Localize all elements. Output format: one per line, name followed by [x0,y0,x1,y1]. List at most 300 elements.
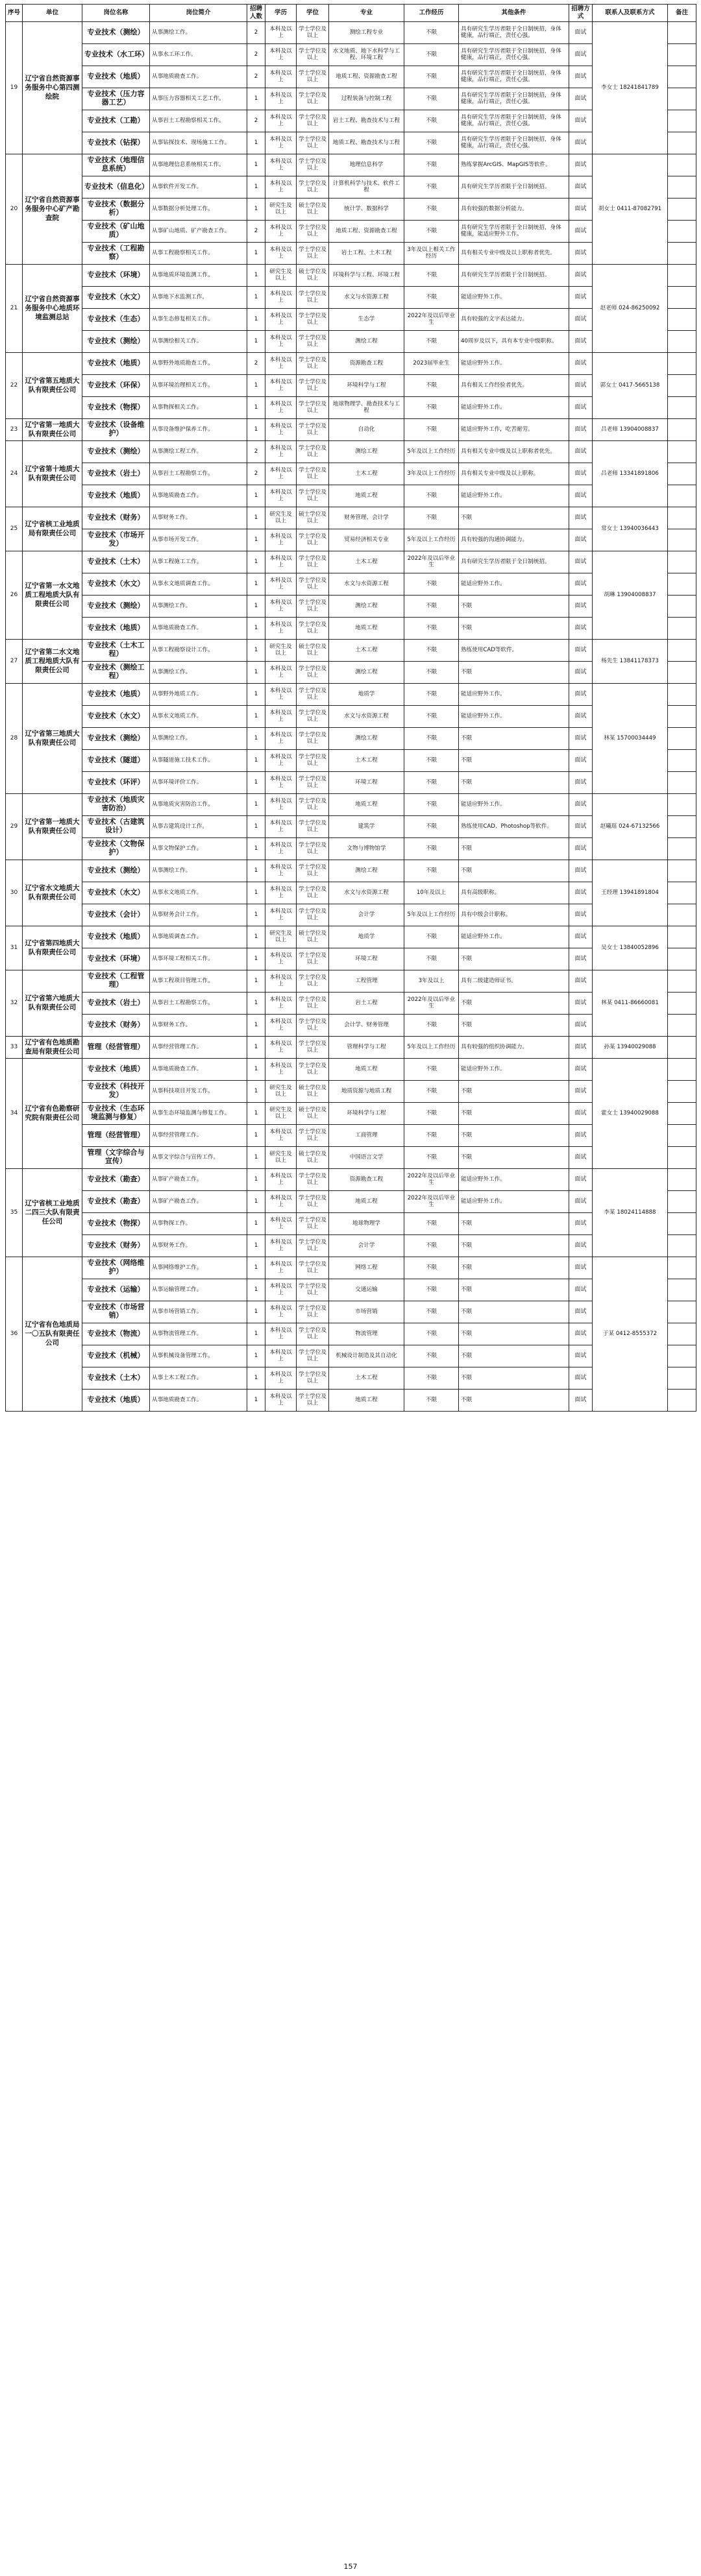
cell-exp: 不限 [404,1146,459,1168]
cell-degree: 学士学位及以上 [297,1058,329,1080]
cell-major: 地质工程、勘查技术与工程 [329,132,404,154]
cell-major: 地质工程 [329,1389,404,1411]
cell-other: 具有二级建造师证书。 [459,970,569,992]
cell-method: 面试 [569,970,593,992]
cell-exp: 不限 [404,418,459,440]
cell-major: 过程装备与控制工程 [329,88,404,110]
cell-note [668,1301,696,1323]
cell-exp: 不限 [404,683,459,705]
cell-unit: 辽宁省第一地质大队有限责任公司 [23,793,82,860]
cell-method: 面试 [569,330,593,352]
cell-contact: 李女士 18241841789 [593,21,668,154]
cell-note [668,330,696,352]
cell-exp: 不限 [404,154,459,176]
cell-other: 不限 [459,860,569,882]
cell-major: 网络工程 [329,1257,404,1279]
cell-other: 不限 [459,1389,569,1411]
cell-other: 具有研究生学历者限于全日制统招，身体健康，品行端正，责任心强。 [459,66,569,88]
cell-seq: 33 [6,1036,23,1058]
cell-contact: 杨先生 13841178373 [593,639,668,683]
header-other: 其他条件 [459,5,569,22]
cell-position: 管理（经营管理） [82,1124,150,1146]
cell-count: 1 [247,1102,265,1124]
cell-intro: 从事水文地质工作。 [150,882,247,904]
table-row [6,352,696,374]
cell-other: 能适应野外工作。 [459,1058,569,1080]
cell-exp: 不限 [404,948,459,970]
cell-degree: 学士学位及以上 [297,948,329,970]
cell-count: 2 [247,352,265,374]
cell-degree: 学士学位及以上 [297,837,329,860]
cell-count: 1 [247,661,265,683]
cell-exp: 不限 [404,88,459,110]
cell-method: 面试 [569,1080,593,1102]
cell-count: 1 [247,1367,265,1389]
cell-degree: 学士学位及以上 [297,1279,329,1301]
cell-note [668,440,696,463]
cell-edu: 研究生及以上 [265,264,297,286]
cell-major: 建筑学 [329,815,404,837]
cell-note [668,683,696,705]
cell-degree: 硕士学位及以上 [297,1102,329,1124]
cell-other: 不限 [459,727,569,749]
cell-other: 具有较强的组织协调能力。 [459,1036,569,1058]
cell-other: 具有较强的沟通协调能力。 [459,529,569,551]
cell-edu: 本科及以上 [265,1301,297,1323]
cell-note [668,661,696,683]
cell-major: 地质学 [329,683,404,705]
cell-major: 市场营销 [329,1301,404,1323]
cell-method: 面试 [569,529,593,551]
cell-intro: 从事岩土工程勘察相关工作。 [150,110,247,132]
cell-intro: 从事测绘工作。 [150,21,247,43]
cell-intro: 从事市场开发工作。 [150,529,247,551]
cell-count: 1 [247,551,265,573]
cell-unit: 辽宁省第五地质大队有限责任公司 [23,352,82,418]
cell-contact: 赵曦瑶 024-67132566 [593,793,668,860]
cell-position: 专业技术（压力容器工艺） [82,88,150,110]
cell-position: 专业技术（测绘） [82,727,150,749]
cell-contact: 吴女士 13840052896 [593,926,668,970]
cell-major: 地质资源与地质工程 [329,1080,404,1102]
cell-method: 面试 [569,463,593,485]
cell-other: 能适应野外工作。 [459,573,569,595]
cell-degree: 学士学位及以上 [297,1168,329,1190]
cell-unit: 辽宁省有色地质局一〇五队有限责任公司 [23,1257,82,1411]
cell-method: 面试 [569,661,593,683]
cell-position: 专业技术（工勘） [82,110,150,132]
cell-count: 1 [247,176,265,198]
cell-position: 专业技术（水文） [82,882,150,904]
cell-note [668,529,696,551]
cell-edu: 本科及以上 [265,418,297,440]
cell-method: 面试 [569,948,593,970]
cell-note [668,1014,696,1036]
cell-major: 交通运输 [329,1279,404,1301]
cell-edu: 本科及以上 [265,551,297,573]
cell-position: 专业技术（环保） [82,374,150,396]
cell-unit: 辽宁省第三地质大队有限责任公司 [23,683,82,793]
cell-count: 1 [247,926,265,948]
cell-other: 能适应野外工作。 [459,705,569,727]
cell-edu: 本科及以上 [265,352,297,374]
cell-degree: 学士学位及以上 [297,771,329,793]
cell-degree: 学士学位及以上 [297,485,329,507]
cell-major: 环境工程 [329,771,404,793]
cell-edu: 本科及以上 [265,66,297,88]
cell-other: 不限 [459,1301,569,1323]
cell-note [668,308,696,330]
cell-position: 管理（经营管理） [82,1036,150,1058]
cell-other: 能适应野外工作。 [459,1190,569,1212]
cell-method: 面试 [569,88,593,110]
recruitment-table [5,4,696,1412]
cell-count: 1 [247,1124,265,1146]
cell-count: 2 [247,440,265,463]
cell-exp: 不限 [404,66,459,88]
cell-degree: 学士学位及以上 [297,43,329,66]
cell-intro: 从事经营管理工作。 [150,1036,247,1058]
cell-degree: 学士学位及以上 [297,88,329,110]
cell-position: 专业技术（信息化） [82,176,150,198]
cell-edu: 本科及以上 [265,440,297,463]
cell-method: 面试 [569,1323,593,1345]
cell-position: 专业技术（钻探） [82,132,150,154]
cell-note [668,970,696,992]
cell-degree: 学士学位及以上 [297,595,329,617]
header-seq: 序号 [6,5,23,22]
cell-seq: 25 [6,507,23,551]
cell-major: 环境科学与工程 [329,1102,404,1124]
cell-method: 面试 [569,176,593,198]
cell-position: 专业技术（地质） [82,926,150,948]
cell-count: 1 [247,617,265,639]
cell-edu: 本科及以上 [265,88,297,110]
cell-edu: 本科及以上 [265,220,297,242]
cell-exp: 不限 [404,330,459,352]
cell-exp: 5年及以上工作经历 [404,529,459,551]
cell-degree: 硕士学位及以上 [297,198,329,220]
cell-edu: 本科及以上 [265,1058,297,1080]
cell-edu: 本科及以上 [265,683,297,705]
cell-edu: 本科及以上 [265,1234,297,1257]
cell-exp: 5年及以上工作经历 [404,440,459,463]
cell-method: 面试 [569,220,593,242]
cell-note [668,1345,696,1367]
cell-exp: 不限 [404,860,459,882]
cell-note [668,154,696,176]
cell-degree: 学士学位及以上 [297,1367,329,1389]
cell-intro: 从事矿产勘查工作。 [150,1168,247,1190]
cell-unit: 辽宁省水文地质大队有限责任公司 [23,860,82,926]
cell-method: 面试 [569,1367,593,1389]
cell-major: 会计学、财务管理 [329,1014,404,1036]
cell-position: 专业技术（地质） [82,1389,150,1411]
cell-position: 专业技术（测绘） [82,21,150,43]
cell-count: 1 [247,1080,265,1102]
cell-major: 测绘工程 [329,595,404,617]
cell-edu: 本科及以上 [265,1124,297,1146]
cell-method: 面试 [569,1102,593,1124]
table-row [6,418,696,440]
cell-count: 1 [247,1212,265,1234]
cell-note [668,837,696,860]
cell-position: 专业技术（地质） [82,485,150,507]
cell-exp: 不限 [404,837,459,860]
cell-count: 1 [247,749,265,771]
cell-edu: 本科及以上 [265,308,297,330]
cell-contact: 林某 0411-86660081 [593,970,668,1036]
cell-intro: 从事环境治理相关工作。 [150,374,247,396]
cell-degree: 学士学位及以上 [297,242,329,264]
cell-method: 面试 [569,771,593,793]
cell-other: 40周岁及以下，具有本专业中级职称。 [459,330,569,352]
cell-method: 面试 [569,418,593,440]
cell-major: 测绘工程 [329,440,404,463]
cell-contact: 林某 15700034449 [593,683,668,793]
cell-unit: 辽宁省核工业地质局有限责任公司 [23,507,82,551]
cell-note [668,617,696,639]
table-row [6,440,696,463]
cell-count: 2 [247,43,265,66]
cell-seq: 28 [6,683,23,793]
cell-major: 管理科学与工程 [329,1036,404,1058]
cell-intro: 从事钻探技术、现场施工工作。 [150,132,247,154]
cell-edu: 本科及以上 [265,485,297,507]
cell-degree: 学士学位及以上 [297,860,329,882]
cell-other: 不限 [459,1080,569,1102]
cell-other: 不限 [459,1323,569,1345]
cell-other: 不限 [459,1124,569,1146]
cell-edu: 研究生及以上 [265,926,297,948]
cell-degree: 学士学位及以上 [297,1014,329,1036]
cell-edu: 本科及以上 [265,132,297,154]
cell-note [668,66,696,88]
cell-position: 专业技术（测绘） [82,595,150,617]
cell-position: 专业技术（机械） [82,1345,150,1367]
cell-method: 面试 [569,198,593,220]
cell-contact: 赵老师 024-86250092 [593,264,668,352]
cell-intro: 从事物探相关工作。 [150,396,247,418]
cell-note [668,1058,696,1080]
cell-major: 工程管理 [329,970,404,992]
table-row [6,1058,696,1080]
cell-edu: 本科及以上 [265,992,297,1014]
table-row [6,1257,696,1279]
cell-exp: 2022年及以后毕业生 [404,992,459,1014]
cell-major: 地质工程 [329,485,404,507]
cell-position: 专业技术（生态环境监测与修复） [82,1102,150,1124]
cell-intro: 从事经营管理工作。 [150,1124,247,1146]
cell-intro: 从事软件开发工作。 [150,176,247,198]
cell-count: 1 [247,264,265,286]
cell-edu: 本科及以上 [265,176,297,198]
cell-other: 不限 [459,1146,569,1168]
cell-position: 专业技术（文物保护） [82,837,150,860]
header-degree: 学位 [297,5,329,22]
cell-edu: 本科及以上 [265,1257,297,1279]
cell-seq: 30 [6,860,23,926]
cell-note [668,1102,696,1124]
cell-major: 岩土工程 [329,992,404,1014]
cell-position: 专业技术（数据分析） [82,198,150,220]
cell-count: 1 [247,154,265,176]
cell-other: 不限 [459,749,569,771]
cell-edu: 本科及以上 [265,1389,297,1411]
header-edu: 学历 [265,5,297,22]
cell-major: 文物与博物馆学 [329,837,404,860]
cell-count: 1 [247,1279,265,1301]
cell-seq: 36 [6,1257,23,1411]
cell-edu: 研究生及以上 [265,198,297,220]
cell-note [668,1212,696,1234]
cell-other: 具有中级会计职称。 [459,904,569,926]
cell-position: 专业技术（地质） [82,66,150,88]
cell-count: 2 [247,463,265,485]
cell-other: 具有研究生学历者限于全日制统招。 [459,264,569,286]
table-row [6,264,696,286]
cell-count: 1 [247,198,265,220]
cell-other: 不限 [459,617,569,639]
cell-other: 不限 [459,661,569,683]
cell-method: 面试 [569,396,593,418]
cell-intro: 从事古建筑设计工作。 [150,815,247,837]
cell-intro: 从事物探工作。 [150,1212,247,1234]
cell-major: 环境工程 [329,948,404,970]
cell-degree: 学士学位及以上 [297,882,329,904]
cell-major: 地质工程 [329,1190,404,1212]
cell-degree: 学士学位及以上 [297,308,329,330]
cell-exp: 不限 [404,507,459,529]
cell-position: 专业技术（环境） [82,264,150,286]
cell-major: 地球物理学 [329,1212,404,1234]
cell-exp: 不限 [404,110,459,132]
cell-seq: 29 [6,793,23,860]
cell-method: 面试 [569,926,593,948]
cell-major: 测绘工程 [329,330,404,352]
cell-note [668,1168,696,1190]
table-row [6,860,696,882]
cell-edu: 本科及以上 [265,330,297,352]
cell-edu: 本科及以上 [265,1036,297,1058]
cell-note [668,1234,696,1257]
cell-position: 专业技术（环评） [82,771,150,793]
cell-position: 专业技术（土木工程） [82,639,150,661]
cell-count: 1 [247,485,265,507]
cell-edu: 研究生及以上 [265,639,297,661]
cell-count: 1 [247,1323,265,1345]
cell-major: 地质工程 [329,617,404,639]
cell-exp: 不限 [404,727,459,749]
cell-note [668,948,696,970]
cell-method: 面试 [569,352,593,374]
cell-count: 2 [247,110,265,132]
cell-degree: 学士学位及以上 [297,573,329,595]
cell-edu: 本科及以上 [265,21,297,43]
cell-seq: 27 [6,639,23,683]
cell-degree: 学士学位及以上 [297,1389,329,1411]
cell-edu: 本科及以上 [265,1014,297,1036]
header-method: 招聘方式 [569,5,593,22]
cell-note [668,882,696,904]
cell-edu: 研究生及以上 [265,1146,297,1168]
cell-other: 不限 [459,507,569,529]
cell-intro: 从事地质调查工作。 [150,926,247,948]
cell-position: 专业技术（勘查） [82,1168,150,1190]
cell-method: 面试 [569,485,593,507]
cell-exp: 不限 [404,1080,459,1102]
cell-method: 面试 [569,573,593,595]
cell-intro: 从事地质勘查工作。 [150,66,247,88]
cell-method: 面试 [569,1036,593,1058]
cell-method: 面试 [569,639,593,661]
cell-degree: 学士学位及以上 [297,1345,329,1367]
cell-note [668,1367,696,1389]
cell-edu: 本科及以上 [265,771,297,793]
cell-count: 2 [247,220,265,242]
cell-method: 面试 [569,727,593,749]
cell-position: 专业技术（工程管理） [82,970,150,992]
cell-exp: 不限 [404,749,459,771]
cell-other: 不限 [459,1102,569,1124]
cell-exp: 不限 [404,1301,459,1323]
cell-other: 具有研究生学历者限于全日制统招。 [459,176,569,198]
cell-major: 测绘工程 [329,727,404,749]
cell-major: 测绘工程专业 [329,21,404,43]
cell-seq: 34 [6,1058,23,1168]
cell-method: 面试 [569,595,593,617]
cell-count: 1 [247,992,265,1014]
cell-intro: 从事地质灾害防治工作。 [150,793,247,815]
cell-degree: 学士学位及以上 [297,1234,329,1257]
cell-position: 专业技术（水文） [82,573,150,595]
cell-major: 岩土工程、勘查技术与工程 [329,110,404,132]
cell-unit: 辽宁省第十地质大队有限责任公司 [23,440,82,507]
cell-seq: 35 [6,1168,23,1257]
cell-note [668,43,696,66]
cell-method: 面试 [569,1146,593,1168]
cell-intro: 从事工程勘察设计工作。 [150,639,247,661]
cell-other: 熟练使用CAD、Photoshop等软件。 [459,815,569,837]
cell-method: 面试 [569,440,593,463]
cell-position: 专业技术（生态） [82,308,150,330]
cell-intro: 从事运输管理工作。 [150,1279,247,1301]
cell-degree: 学士学位及以上 [297,352,329,374]
table-row [6,1036,696,1058]
cell-other: 能适应野外工作。 [459,926,569,948]
cell-other: 不限 [459,1014,569,1036]
cell-note [668,198,696,220]
table-row [6,21,696,43]
cell-degree: 学士学位及以上 [297,1124,329,1146]
cell-edu: 本科及以上 [265,463,297,485]
cell-position: 专业技术（财务） [82,1234,150,1257]
cell-position: 专业技术（矿山地质） [82,220,150,242]
cell-note [668,1279,696,1301]
cell-count: 1 [247,948,265,970]
cell-intro: 从事环境工程相关工作。 [150,948,247,970]
cell-intro: 从事岩土工程勘察工作。 [150,463,247,485]
cell-intro: 从事测绘相关工作。 [150,330,247,352]
cell-other: 不限 [459,1367,569,1389]
cell-position: 专业技术（水文） [82,286,150,308]
cell-count: 1 [247,727,265,749]
cell-exp: 不限 [404,815,459,837]
cell-major: 水文与水资源工程 [329,286,404,308]
cell-count: 1 [247,308,265,330]
cell-intro: 从事测绘工作。 [150,727,247,749]
cell-other: 具有研究生学历者限于全日制统招，身体健康，品行端正，责任心强。 [459,43,569,66]
